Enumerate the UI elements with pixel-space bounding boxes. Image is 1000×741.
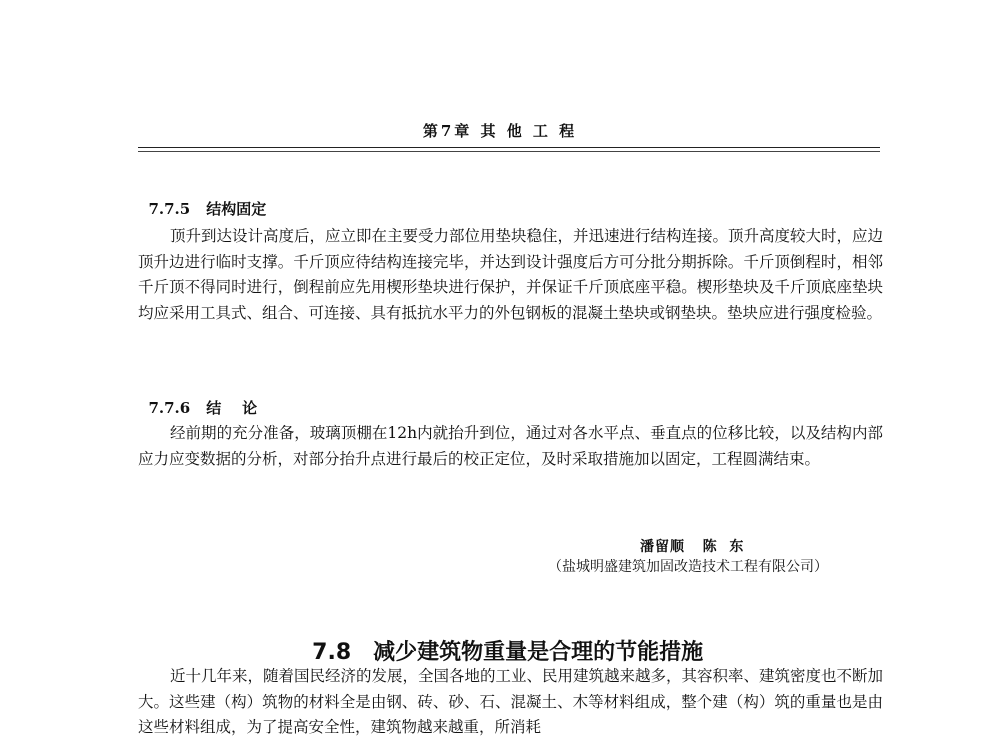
paragraph-intro-7-8: 近十几年来，随着国民经济的发展，全国各地的工业、民用建筑越来越多，其容积率、建筑密度也不断加大。这些建（构）筑物的材料全是由钢、砖、砂、石、混凝土、木等材料组成，整个建（构）筑的重量也是由这些材料组成，为了提高安全性，建筑物越来越重，所消耗: [138, 667, 884, 736]
section-title-7-8: [0, 610, 1000, 666]
section-number: 7.8: [312, 640, 352, 665]
section-title: 结构固定: [206, 200, 267, 218]
paragraph-structure-fixing: 顶升到达设计高度后，应立即在主要受力部位用垫块稳住，并迅速进行结构连接。顶升高度较大时，应边顶升边进行临时支撑。千斤顶应待结构连接完毕，并达到设计强度后方可分批分期拆除。千斤顶倒程时，相邻千斤顶不得同时进行，倒程前应先用楔形垫块进行保护，并保证千斤顶底座平稳。楔形垫块及千斤顶底座垫块均应采用工具式、组合、可连接、具有抵抗水平力的外包钢板的混凝土垫块或钢垫块。垫块应进行强度检验。: [138, 227, 884, 322]
author-affiliation: （盐城明盛建筑加固改造技术工程有限公司）: [548, 559, 828, 575]
section-number: 7.7.6: [148, 399, 191, 417]
section-heading-776: [138, 379, 257, 418]
author-names: 潘留顺 陈 东: [640, 539, 745, 555]
section-number: 7.7.5: [148, 200, 191, 218]
section-title: 结 论: [206, 399, 258, 417]
section-heading-775: [138, 180, 266, 219]
header-rule: [138, 147, 880, 148]
paragraph-conclusion: 经前期的充分准备，玻璃顶棚在12h内就抬升到位，通过对各水平点、垂直点的位移比较，以及结构内部应力应变数据的分析，对部分抬升点进行最后的校正定位，及时采取措施加以固定，工程圆满结束。: [138, 424, 883, 468]
running-header: 第7章 其 他 工 程: [422, 122, 578, 140]
header-rule-thin: [138, 151, 880, 152]
section-title: 减少建筑物重量是合理的节能措施: [373, 640, 704, 665]
